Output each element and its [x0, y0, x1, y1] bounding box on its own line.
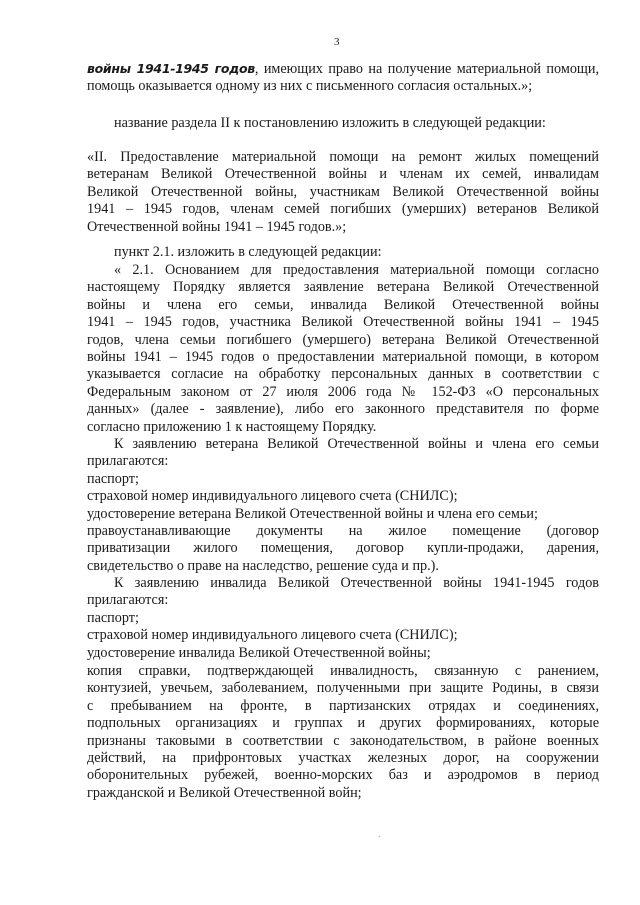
- section-title-line: ветеранам Великой Отечественной войны и членам их семей, инвалидам: [87, 166, 599, 183]
- section-title-line: Великой Отечественной войны, участникам Великой Отечественной войны: [87, 183, 599, 200]
- page-number: 3: [334, 36, 340, 48]
- list-item: паспорт;: [87, 610, 139, 626]
- veteran-docs-list: [87, 471, 599, 523]
- paragraph-line: войны 1941 – 1945 годов о предоставлении материальной помощи, в котором: [87, 349, 599, 366]
- section-intro: название раздела II к постановлению изложить в следующей редакции:: [114, 115, 546, 131]
- paragraph-line: данных» (далее - заявление), либо его законного представителя по форме: [87, 401, 599, 418]
- heading-line: К заявлению ветерана Великой Отечественной войны и члена его семьи: [114, 436, 599, 452]
- section-title: [87, 149, 599, 236]
- heading-line: прилагаются:: [87, 453, 169, 470]
- paragraph-line: гражданской и Великой Отечественной войн;: [87, 784, 362, 801]
- invalid-docs-heading: [87, 575, 599, 610]
- section-title-line: Отечественной войны 1941 – 1945 годов.»;: [87, 218, 347, 235]
- intro-line-1: [87, 60, 599, 78]
- list-item: страховой номер индивидуального лицевого счета (СНИЛС);: [87, 627, 458, 644]
- heading-line: прилагаются:: [87, 592, 169, 609]
- list-item: страховой номер индивидуального лицевого счета (СНИЛС);: [87, 488, 458, 505]
- paragraph-2-1: [87, 262, 599, 436]
- section-title-line: «II. Предоставление материальной помощи на ремонт жилых помещений: [87, 149, 599, 165]
- paragraph-line: указывается согласие на обработку персональных данных в соответствии с: [87, 366, 599, 383]
- veteran-property-docs: [87, 523, 599, 575]
- paragraph-line: « 2.1. Основанием для предоставления материальной помощи согласно: [114, 262, 599, 278]
- paragraph-line: правоустанавливающие документы на жилое помещение (договор: [87, 523, 599, 539]
- heading-line: К заявлению инвалида Великой Отечественной войны 1941-1945 годов: [114, 575, 599, 591]
- paragraph-line: признаны таковыми в соответствии с законодательством, в районе военных: [87, 732, 599, 749]
- point-intro: пункт 2.1. изложить в следующей редакции:: [114, 244, 382, 260]
- paragraph-line: согласно приложению 1 к настоящему Порядку.: [87, 418, 377, 435]
- list-item: паспорт;: [87, 471, 139, 487]
- paragraph-line: Федеральным законом от 27 июля 2006 года № 152-ФЗ «О персональных: [87, 383, 599, 400]
- invalid-docs-list: [87, 610, 599, 662]
- scan-speck: .: [378, 829, 381, 840]
- paragraph-line: свидетельство о праве на наследство, решение суда и пр.).: [87, 557, 439, 574]
- paragraph-line: оборонительных рубежей, военно-морских баз и аэродромов в период: [87, 767, 599, 784]
- paragraph-line: 1941 – 1945 годов, участника Великой Отечественной войны 1941 – 1945: [87, 314, 599, 331]
- paragraph-line: действий, на прифронтовых участках железных дорог, на сооружении: [87, 750, 599, 767]
- paragraph-line: с пребыванием на фронте, в партизанских отрядах и соединениях,: [87, 697, 599, 714]
- intro-line-1-rest: , имеющих право на получение материальной помощи,: [254, 61, 599, 77]
- invalid-certificate-docs: [87, 663, 599, 802]
- paragraph-line: контузией, увечьем, заболеванием, полученными при защите Родины, в связи: [87, 680, 599, 697]
- veteran-docs-heading: [87, 436, 599, 471]
- paragraph-line: годов, члена семьи погибшего (умершего) ветерана Великой Отечественной: [87, 331, 599, 348]
- list-item: удостоверение инвалида Великой Отечественной войны;: [87, 644, 431, 661]
- paragraph-line: настоящему Порядку является заявление ветерана Великой Отечественной: [87, 279, 599, 296]
- intro-line-2: помощь оказывается одному из них с письменного согласия остальных.»;: [87, 78, 533, 95]
- list-item: удостоверение ветерана Великой Отечественной войны и члена его семьи;: [87, 505, 538, 522]
- paragraph-line: подпольных организациях и группах и других формированиях, которые: [87, 715, 599, 732]
- handwritten-insertion: войны 1941-1945 годов: [87, 61, 255, 76]
- paragraph-line: войны и члена его семьи, инвалида Великой Отечественной войны: [87, 296, 599, 313]
- paragraph-line: копия справки, подтверждающей инвалидность, связанную с ранением,: [87, 663, 599, 679]
- intro-block: [87, 60, 599, 96]
- paragraph-line: приватизации жилого помещения, договор купли-продажи, дарения,: [87, 540, 599, 557]
- section-title-line: 1941 – 1945 годов, членам семей погибших (умерших) ветеранов Великой: [87, 201, 599, 218]
